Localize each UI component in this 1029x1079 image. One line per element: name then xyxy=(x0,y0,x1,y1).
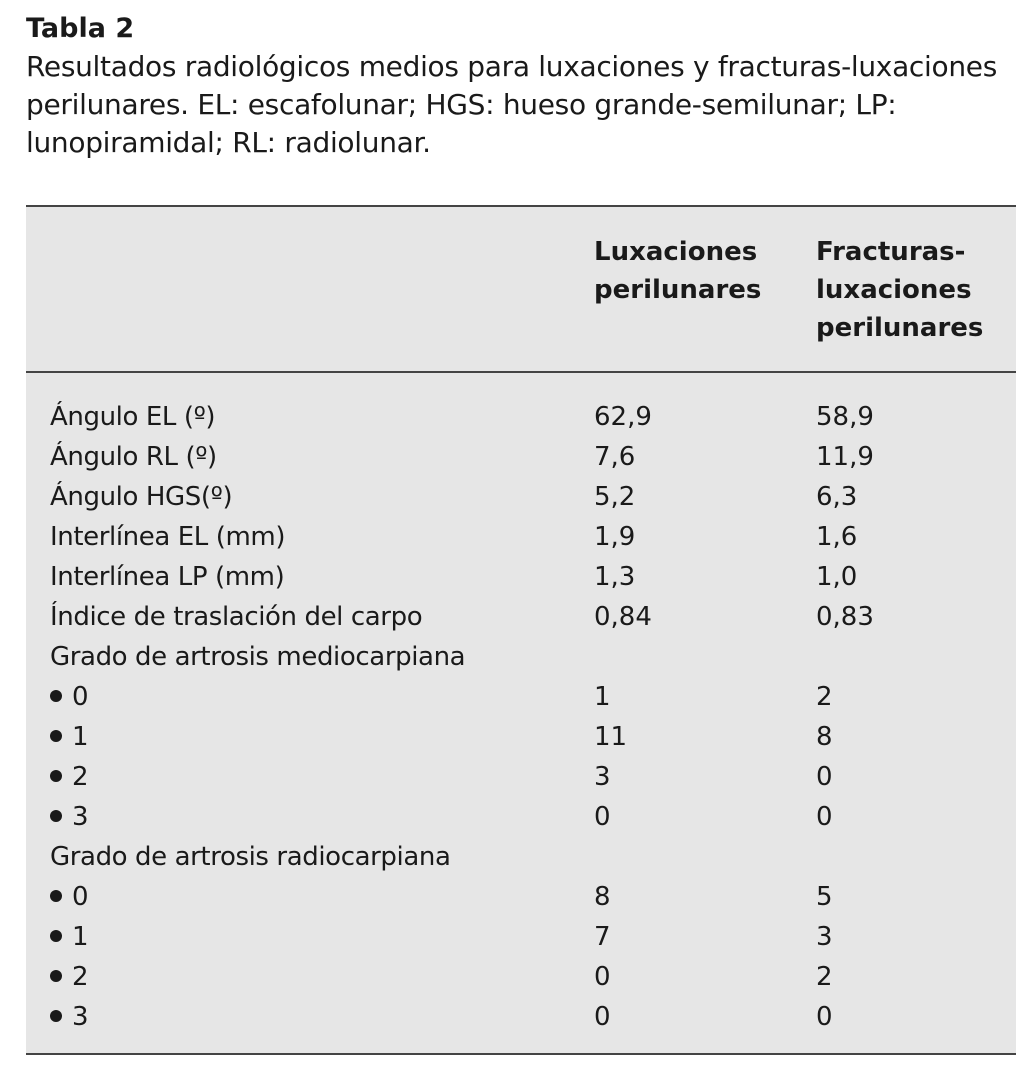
row-label xyxy=(50,477,232,517)
row-label-text: Ángulo HGS(º) xyxy=(50,482,233,512)
data-table xyxy=(26,205,1016,1055)
cell-fracturas-luxaciones: 0 xyxy=(816,802,833,832)
row-label xyxy=(50,717,88,757)
cell-luxaciones: 8 xyxy=(594,882,611,912)
table-row xyxy=(26,397,1016,437)
cell-fracturas-luxaciones: 5 xyxy=(816,882,833,912)
table-row xyxy=(26,877,1016,917)
table-title: Tabla 2 xyxy=(26,13,135,44)
cell-luxaciones: 0 xyxy=(594,1002,611,1032)
table-body xyxy=(26,397,1016,1037)
bullet-icon xyxy=(50,810,62,822)
row-label-text: 2 xyxy=(72,762,89,792)
table-row xyxy=(26,517,1016,557)
table-row xyxy=(26,797,1016,837)
row-label xyxy=(50,397,215,437)
column-header-luxaciones: Luxaciones perilunares xyxy=(594,237,762,305)
cell-fracturas-luxaciones: 6,3 xyxy=(816,482,858,512)
cell-luxaciones: 1,9 xyxy=(594,522,636,552)
row-label-text: 0 xyxy=(72,682,89,712)
row-label-text: Interlínea LP (mm) xyxy=(50,562,285,592)
row-label xyxy=(50,437,217,477)
cell-fracturas-luxaciones: 11,9 xyxy=(816,442,874,472)
row-label xyxy=(50,797,88,837)
table-caption xyxy=(26,12,1016,162)
cell-fracturas-luxaciones: 1,0 xyxy=(816,562,858,592)
cell-luxaciones: 0 xyxy=(594,962,611,992)
table-row xyxy=(26,557,1016,597)
row-label-text: Grado de artrosis radiocarpiana xyxy=(50,842,451,872)
row-label xyxy=(50,597,422,637)
row-label-text: 3 xyxy=(72,802,89,832)
table-row xyxy=(26,477,1016,517)
table-row xyxy=(26,437,1016,477)
row-label-text: 1 xyxy=(72,922,89,952)
cell-fracturas-luxaciones: 0 xyxy=(816,762,833,792)
cell-fracturas-luxaciones: 2 xyxy=(816,682,833,712)
bullet-icon xyxy=(50,930,62,942)
table-row xyxy=(26,677,1016,717)
cell-fracturas-luxaciones: 1,6 xyxy=(816,522,858,552)
row-label xyxy=(50,917,88,957)
row-label-text: Ángulo EL (º) xyxy=(50,402,216,432)
bullet-icon xyxy=(50,730,62,742)
bullet-icon xyxy=(50,770,62,782)
row-label-text: 3 xyxy=(72,1002,89,1032)
row-label xyxy=(50,957,88,997)
row-label-text: 1 xyxy=(72,722,89,752)
row-label xyxy=(50,877,88,917)
bullet-icon xyxy=(50,1010,62,1022)
row-label xyxy=(50,517,285,557)
cell-luxaciones: 7,6 xyxy=(594,442,636,472)
table-row xyxy=(26,917,1016,957)
cell-luxaciones: 1,3 xyxy=(594,562,636,592)
cell-luxaciones: 62,9 xyxy=(594,402,652,432)
bullet-icon xyxy=(50,690,62,702)
row-label xyxy=(50,637,465,677)
row-label xyxy=(50,677,88,717)
table-header-row xyxy=(26,207,1016,373)
table-row xyxy=(26,997,1016,1037)
cell-luxaciones: 0 xyxy=(594,802,611,832)
table-row xyxy=(26,637,1016,677)
cell-fracturas-luxaciones: 0,83 xyxy=(816,602,874,632)
cell-luxaciones: 1 xyxy=(594,682,611,712)
row-label-text: Interlínea EL (mm) xyxy=(50,522,286,552)
cell-fracturas-luxaciones: 8 xyxy=(816,722,833,752)
table-row xyxy=(26,957,1016,997)
row-label-text: Grado de artrosis mediocarpiana xyxy=(50,642,466,672)
table-row xyxy=(26,757,1016,797)
row-label xyxy=(50,997,88,1037)
row-label xyxy=(50,837,450,877)
row-label xyxy=(50,757,88,797)
row-label-text: 0 xyxy=(72,882,89,912)
table-description: Resultados radiológicos medios para luxaciones y fracturas-luxaciones perilunares. EL: escafolunar; HGS: hueso grande-semilunar; LP: lunopiramidal; RL: radiolunar. xyxy=(26,50,997,159)
table-row xyxy=(26,717,1016,757)
cell-fracturas-luxaciones: 2 xyxy=(816,962,833,992)
row-label-text: 2 xyxy=(72,962,89,992)
cell-fracturas-luxaciones: 0 xyxy=(816,1002,833,1032)
table-row xyxy=(26,597,1016,637)
row-label-text: Índice de traslación del carpo xyxy=(50,602,423,632)
cell-luxaciones: 5,2 xyxy=(594,482,636,512)
bullet-icon xyxy=(50,890,62,902)
table-row xyxy=(26,837,1016,877)
row-label-text: Ángulo RL (º) xyxy=(50,442,217,472)
cell-luxaciones: 0,84 xyxy=(594,602,652,632)
row-label xyxy=(50,557,284,597)
cell-fracturas-luxaciones: 58,9 xyxy=(816,402,874,432)
cell-luxaciones: 7 xyxy=(594,922,611,952)
column-header-fracturas-luxaciones: Fracturas- luxaciones perilunares xyxy=(816,237,984,343)
cell-luxaciones: 11 xyxy=(594,722,628,752)
cell-fracturas-luxaciones: 3 xyxy=(816,922,833,952)
bullet-icon xyxy=(50,970,62,982)
cell-luxaciones: 3 xyxy=(594,762,611,792)
